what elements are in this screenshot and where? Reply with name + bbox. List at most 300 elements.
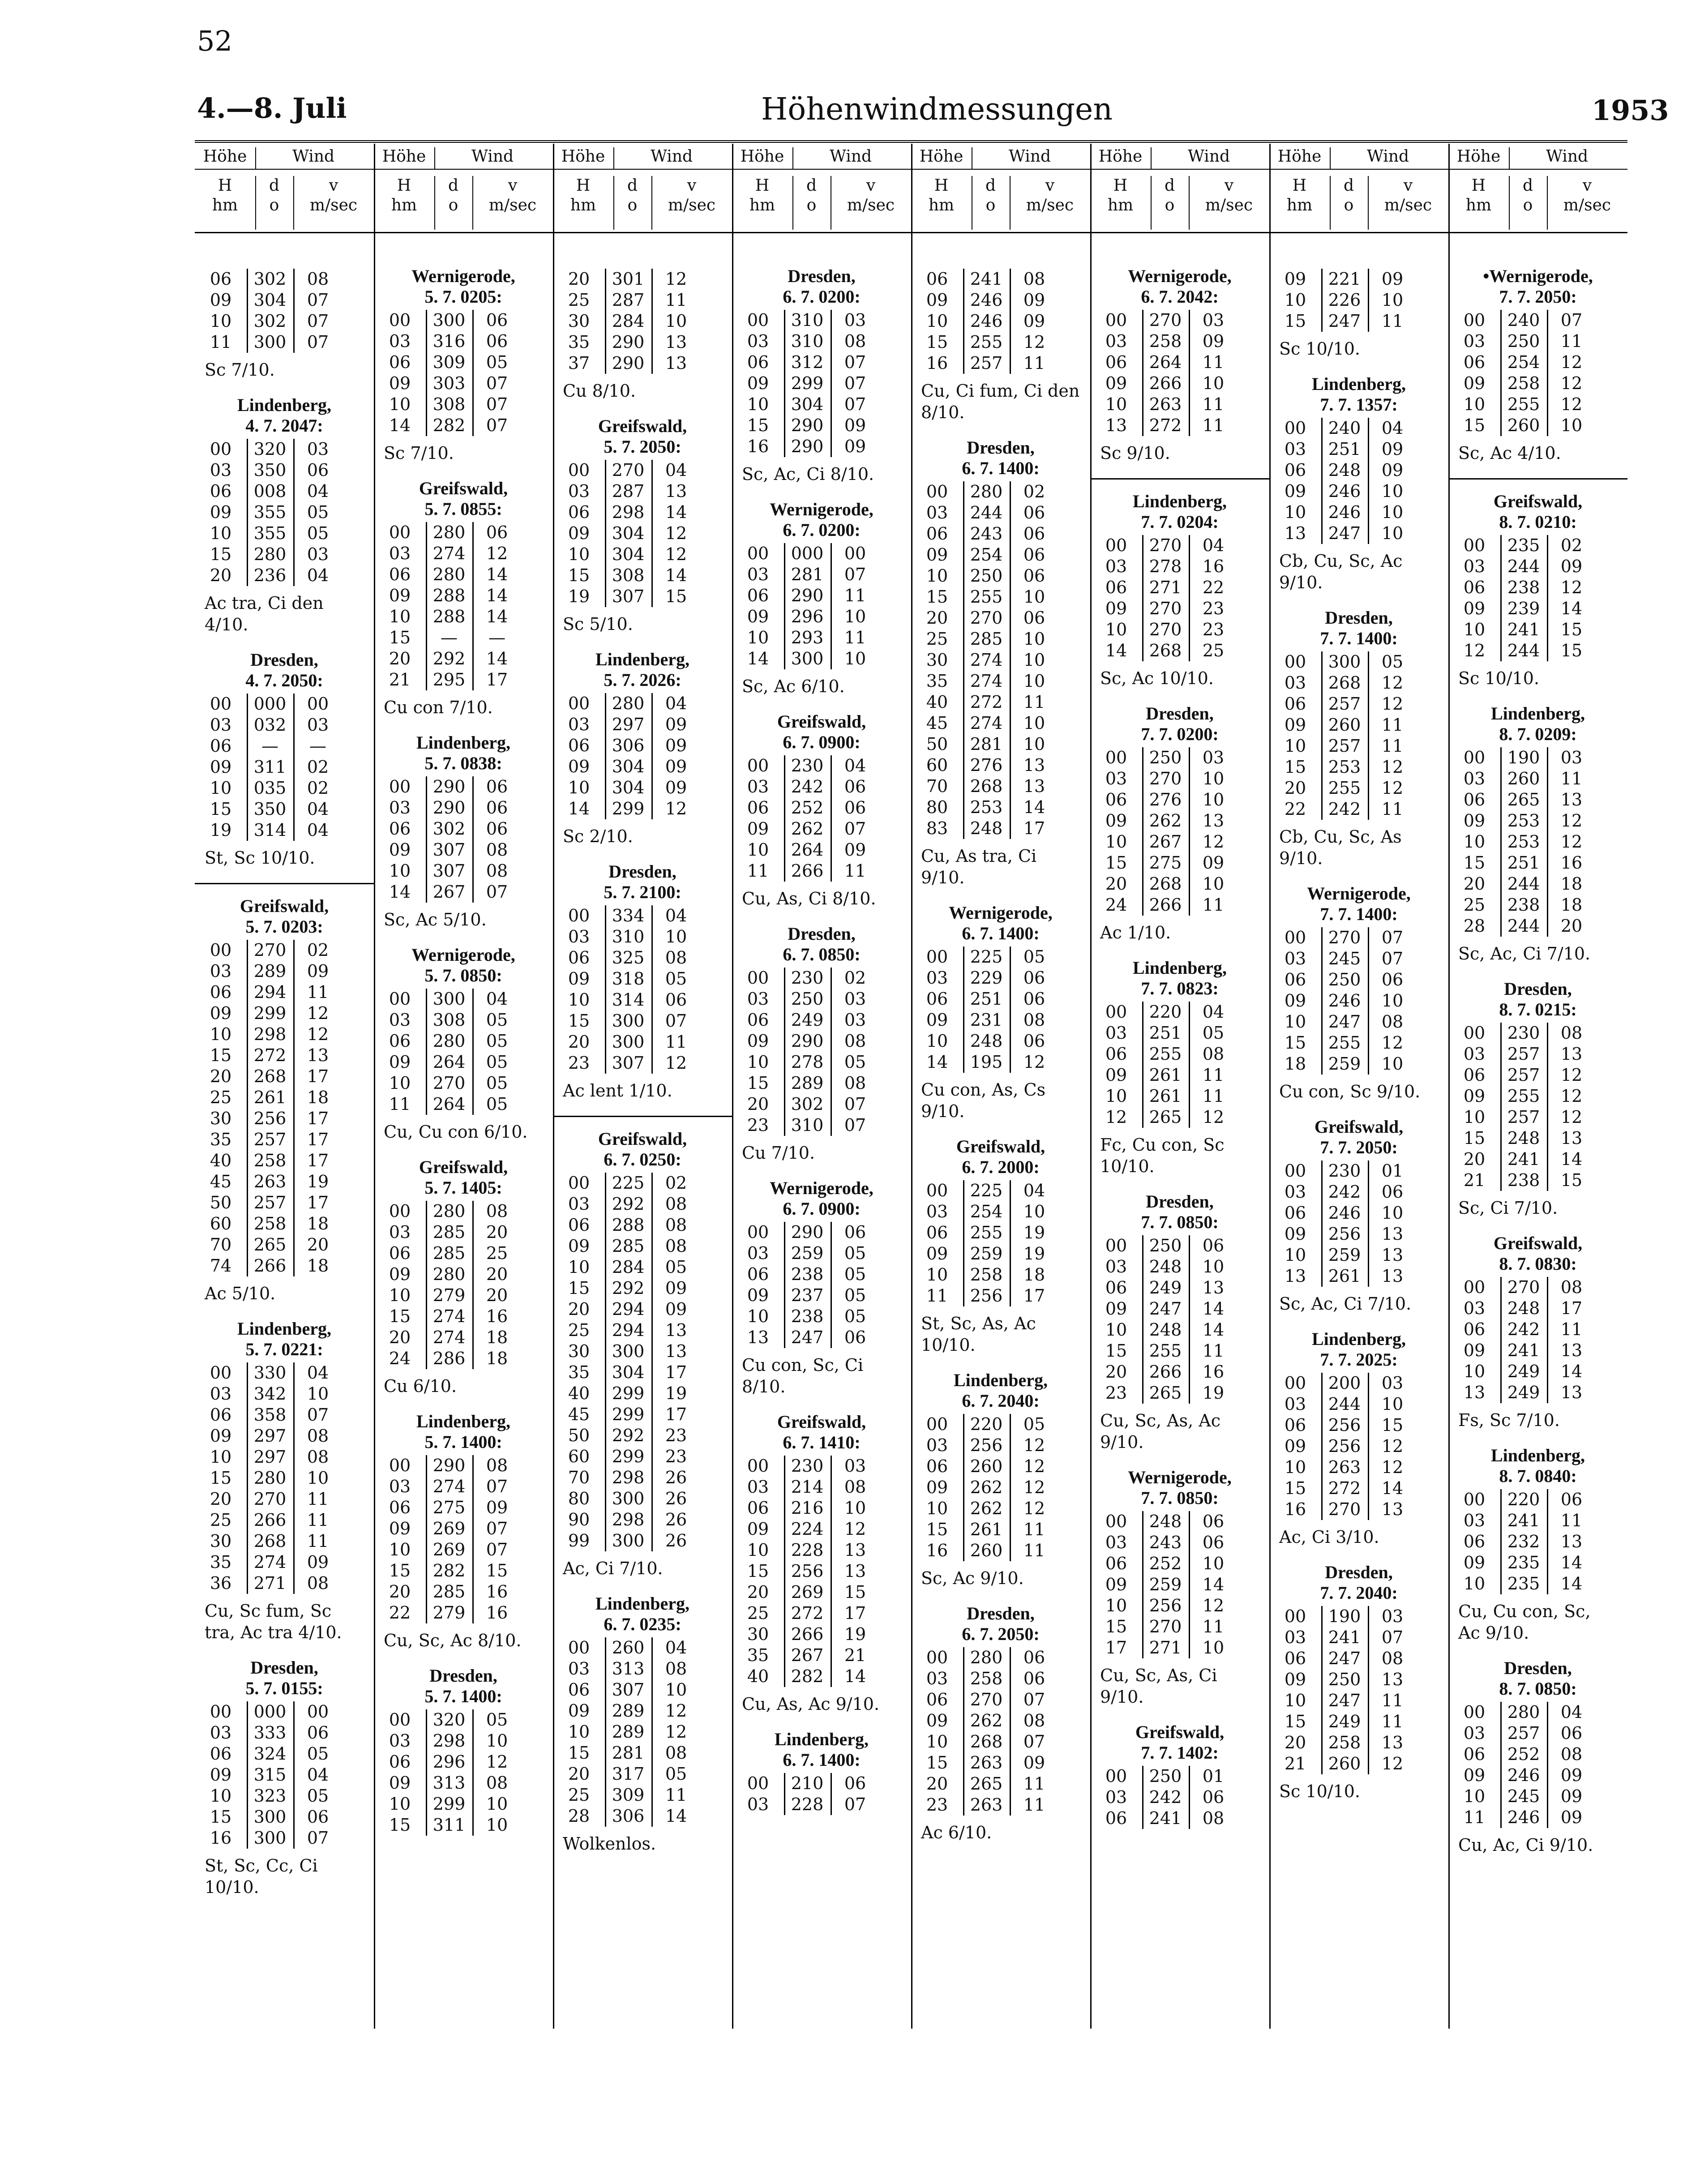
height-hm: 15 (1284, 1712, 1306, 1731)
height-hm: 09 (1284, 269, 1306, 289)
direction-deg: 270 (1149, 620, 1182, 639)
wind-row (1090, 1065, 1269, 1086)
station-name: Dresden, (429, 1666, 497, 1686)
direction-deg: 237 (791, 1285, 824, 1305)
wind-row (1269, 969, 1448, 990)
height-hm: 10 (389, 1073, 411, 1093)
height-hm: 11 (926, 1286, 948, 1306)
wind-row (553, 989, 732, 1011)
wind-row (553, 353, 732, 374)
speed-ms: 13 (1202, 811, 1225, 831)
station-block (553, 1116, 732, 1579)
height-hm: 03 (1284, 949, 1306, 968)
speed-ms: 05 (486, 1052, 508, 1072)
wind-row (1269, 439, 1448, 460)
speed-ms: 15 (1560, 641, 1583, 660)
speed-ms: 14 (486, 607, 508, 626)
direction-deg: 257 (1328, 736, 1361, 756)
wind-row (195, 982, 374, 1003)
speed-ms: 10 (1023, 1202, 1045, 1221)
wind-row (1269, 1732, 1448, 1753)
speed-ms: 09 (1560, 557, 1583, 576)
direction-deg: 249 (1328, 1712, 1361, 1731)
height-hm: 03 (210, 460, 232, 480)
wind-row (374, 606, 553, 627)
speed-ms: 02 (844, 968, 866, 988)
height-hm: 10 (1463, 832, 1486, 852)
wind-row (374, 1709, 553, 1730)
speed-ms: 12 (1381, 694, 1404, 714)
column-divider (605, 905, 606, 1074)
height-hm: 03 (389, 1222, 411, 1242)
direction-deg: 253 (1507, 811, 1540, 831)
direction-deg: 299 (791, 373, 824, 393)
height-hm: 00 (568, 1638, 590, 1657)
height-hm: 03 (1463, 769, 1486, 788)
column-divider (784, 543, 785, 669)
wind-row (732, 1603, 911, 1624)
speed-ms: 11 (1381, 311, 1404, 331)
station-blocks (195, 232, 374, 1898)
direction-deg: 258 (1328, 1733, 1361, 1752)
height-hm: 35 (926, 671, 948, 691)
column-divider (1500, 1023, 1502, 1191)
speed-ms: 06 (1202, 1787, 1225, 1807)
height-hm: 25 (210, 1510, 232, 1530)
speed-ms: 17 (1023, 818, 1045, 838)
height-hm: 03 (1105, 1257, 1127, 1276)
observation-time: 5. 7. 0203: (245, 916, 323, 937)
height-hm: 10 (568, 1722, 590, 1742)
direction-deg: 271 (1149, 1638, 1182, 1657)
wind-row (553, 502, 732, 523)
direction-deg: 248 (1149, 1512, 1182, 1531)
direction-deg: 315 (253, 1765, 287, 1785)
hoehe-label: Höhe (195, 147, 256, 169)
column-divider (1142, 310, 1143, 436)
observation-time: 7. 7. 2025: (1320, 1349, 1398, 1370)
height-hm: 09 (389, 1773, 411, 1793)
height-hm: 09 (568, 757, 590, 776)
speed-ms: 05 (665, 1257, 687, 1277)
wind-row (732, 818, 911, 839)
height-hm: 00 (747, 1222, 769, 1242)
wind-row (195, 1489, 374, 1510)
direction-deg: 290 (432, 798, 466, 818)
direction-deg: 267 (432, 882, 466, 902)
cloud-cover: St, Sc, Cc, Ci 10/10. (205, 1856, 318, 1897)
speed-ms: 09 (307, 961, 329, 981)
speed-ms: 07 (486, 882, 508, 902)
height-hm: 15 (926, 1520, 948, 1539)
column-3 (553, 144, 733, 2029)
wind-row (374, 1264, 553, 1285)
height-unit-label (553, 176, 614, 230)
direction-deg: 274 (432, 1477, 466, 1496)
station-name: Wernigerode, (770, 1178, 874, 1198)
direction-deg: 266 (253, 1510, 287, 1530)
wind-row (553, 947, 732, 968)
wind-row (911, 1668, 1090, 1689)
direction-deg: 262 (970, 1499, 1003, 1518)
direction-deg: 270 (612, 460, 645, 480)
wind-row (374, 1581, 553, 1602)
column-divider (651, 269, 653, 374)
speed-ms: 10 (1381, 502, 1404, 522)
direction-deg: 248 (970, 818, 1003, 838)
speed-ms: 06 (844, 798, 866, 818)
direction-deg: 248 (1507, 1128, 1540, 1148)
speed-ms: 17 (1560, 1298, 1583, 1318)
height-hm: 06 (747, 1498, 769, 1518)
wind-row (1090, 831, 1269, 852)
wind-row (553, 1509, 732, 1530)
height-hm: 00 (747, 310, 769, 330)
wind-row (732, 1222, 911, 1243)
wind-row (374, 585, 553, 606)
station-name: Lindenberg, (237, 395, 332, 415)
wind-row (732, 1794, 911, 1815)
direction-deg: 250 (1507, 331, 1540, 351)
direction-deg: 242 (791, 777, 824, 797)
height-hm: 09 (389, 586, 411, 605)
column-4 (732, 144, 912, 2029)
height-hm: 09 (1105, 1575, 1127, 1594)
wind-row (374, 1348, 553, 1369)
wind-rows (1448, 747, 1627, 937)
station-name: Dresden, (250, 1657, 318, 1678)
speed-ms: 11 (665, 290, 687, 310)
speed-ms: 10 (844, 649, 866, 668)
speed-ms: 10 (1381, 290, 1404, 310)
direction-deg: 288 (432, 586, 466, 605)
degree-label: o (1344, 196, 1354, 214)
observation-time: 6. 7. 0200: (783, 520, 861, 540)
cloud-cover: Sc, Ac 6/10. (742, 677, 845, 696)
column-divider (784, 310, 785, 457)
direction-deg: 299 (432, 1794, 466, 1814)
speed-ms: 12 (665, 1722, 687, 1742)
height-hm: 45 (210, 1172, 232, 1191)
wind-rows (553, 905, 732, 1074)
speed-ms: 06 (1023, 989, 1045, 1009)
direction-deg: 270 (1149, 769, 1182, 788)
height-hm: 15 (568, 1743, 590, 1763)
column-divider (1321, 927, 1323, 1075)
speed-ms: 14 (665, 565, 687, 585)
wind-row (195, 1426, 374, 1447)
column-divider (1189, 1511, 1190, 1658)
wind-row (553, 1404, 732, 1425)
column-divider (472, 1709, 474, 1836)
direction-deg: 246 (1507, 1765, 1540, 1785)
cloud-cover: Sc 10/10. (1279, 1781, 1360, 1801)
direction-deg: 000 (253, 1702, 287, 1722)
wind-row (374, 1285, 553, 1306)
wind-row (1090, 810, 1269, 831)
column-divider (1142, 1235, 1143, 1404)
degree-label: o (1165, 196, 1175, 214)
wind-row (911, 353, 1090, 374)
speed-ms: 09 (1202, 331, 1225, 351)
speed-ms: 10 (1381, 523, 1404, 543)
wind-row (732, 1624, 911, 1645)
height-hm: 30 (747, 1624, 769, 1644)
height-hm: 03 (747, 989, 769, 1009)
wind-row (1448, 1298, 1627, 1319)
station-block (553, 269, 732, 402)
height-hm: 00 (1105, 1766, 1127, 1786)
height-hm: 40 (747, 1666, 769, 1686)
direction-deg: 312 (791, 352, 824, 372)
height-hm: 09 (1284, 715, 1306, 735)
height-hm: 15 (1284, 1478, 1306, 1498)
station-block (374, 266, 553, 464)
speed-ms: 10 (1202, 373, 1225, 393)
cloud-cover: Cb, Cu, Sc, As 9/10. (1279, 827, 1402, 868)
height-hm: 00 (568, 694, 590, 713)
speed-ms: 13 (1381, 1224, 1404, 1244)
speed-ms: 13 (1381, 1245, 1404, 1265)
direction-deg: 246 (970, 311, 1003, 331)
height-hm: 09 (1463, 1340, 1486, 1360)
height-hm: 09 (210, 1003, 232, 1023)
direction-deg: 270 (970, 1690, 1003, 1709)
hm-label: hm (391, 196, 417, 214)
speed-ms: 09 (486, 1498, 508, 1517)
wind-row (732, 606, 911, 627)
wind-rows (1269, 418, 1448, 544)
wind-row (374, 882, 553, 903)
wind-row (911, 523, 1090, 544)
wind-row (553, 1722, 732, 1743)
direction-deg: 262 (791, 819, 824, 839)
height-hm: 15 (1284, 757, 1306, 777)
height-hm: 30 (568, 311, 590, 331)
wind-row (1448, 331, 1627, 352)
speed-ms: 00 (844, 544, 866, 563)
direction-deg: 000 (253, 694, 287, 714)
direction-deg: 259 (791, 1243, 824, 1263)
height-hm: 03 (1105, 557, 1127, 576)
wind-row (374, 1751, 553, 1773)
wind-row (553, 1425, 732, 1446)
station-name: Lindenberg, (774, 1729, 869, 1749)
wind-row (1090, 1277, 1269, 1298)
wind-row (1269, 778, 1448, 799)
height-hm: 03 (1284, 439, 1306, 459)
station-name: Lindenberg, (1311, 1329, 1406, 1349)
speed-ms: 12 (1381, 673, 1404, 693)
direction-deg: 281 (612, 1743, 645, 1763)
column-1 (195, 144, 375, 2029)
column-divider (1010, 946, 1011, 1073)
height-hm: 06 (747, 1010, 769, 1030)
wind-row (195, 736, 374, 757)
speed-ms: 07 (844, 565, 866, 584)
wind-row (1448, 1277, 1627, 1298)
height-hm: 15 (568, 1011, 590, 1031)
station-block (374, 478, 553, 718)
wind-row (374, 1476, 553, 1497)
direction-deg: 285 (432, 1582, 466, 1602)
wind-row (911, 1794, 1090, 1816)
direction-deg: 243 (1149, 1533, 1182, 1552)
direction-deg: 255 (1149, 1044, 1182, 1064)
wind-rows (911, 1647, 1090, 1816)
direction-unit-label (1509, 176, 1548, 230)
direction-deg: 229 (970, 968, 1003, 988)
wind-row (732, 1264, 911, 1285)
wind-row (195, 1234, 374, 1255)
wind-row (553, 693, 732, 714)
direction-deg: 247 (1328, 1649, 1361, 1668)
height-hm: 20 (1284, 1733, 1306, 1752)
wind-row (195, 1405, 374, 1426)
height-hm: 06 (926, 1690, 948, 1709)
column-subheader (1090, 170, 1269, 232)
speed-ms: 08 (1023, 1010, 1045, 1030)
direction-deg: 230 (1507, 1023, 1540, 1043)
speed-ms: 07 (486, 373, 508, 393)
column-divider (247, 940, 248, 1276)
wind-row (732, 648, 911, 669)
height-hm: 13 (1463, 1383, 1486, 1402)
wind-row (1090, 874, 1269, 895)
wind-row (1448, 747, 1627, 768)
direction-deg: 244 (1507, 874, 1540, 894)
ms-label: m/sec (1563, 196, 1611, 214)
wind-row (553, 1785, 732, 1806)
speed-ms: 07 (307, 1405, 329, 1425)
speed-ms: 10 (1202, 790, 1225, 809)
direction-deg: 280 (970, 1648, 1003, 1667)
speed-ms: 12 (1202, 832, 1225, 852)
wind-row (732, 394, 911, 415)
direction-deg: 289 (612, 1722, 645, 1742)
column-divider (963, 1414, 964, 1561)
cloud-cover: Sc 10/10. (1279, 339, 1360, 359)
wind-row (1090, 1808, 1269, 1829)
wind-row (911, 608, 1090, 629)
speed-ms: 15 (1560, 620, 1583, 639)
wind-row (195, 1743, 374, 1764)
direction-unit-label (434, 176, 473, 230)
height-hm: 40 (210, 1151, 232, 1170)
direction-deg: 294 (612, 1320, 645, 1340)
column-header (553, 144, 732, 170)
wind-row (1090, 747, 1269, 768)
column-divider (472, 776, 474, 903)
height-hm: 00 (389, 522, 411, 542)
direction-deg: 272 (253, 1045, 287, 1065)
direction-deg: 307 (612, 587, 645, 606)
column-divider (293, 1362, 295, 1594)
speed-ms: 06 (1202, 1533, 1225, 1552)
wind-rows (374, 1709, 553, 1836)
direction-deg: 262 (970, 1477, 1003, 1497)
speed-ms: 08 (665, 1659, 687, 1679)
direction-deg: 244 (1507, 557, 1540, 576)
wind-row (1448, 895, 1627, 916)
wind-rows (732, 755, 911, 882)
direction-deg: 225 (612, 1173, 645, 1193)
station-block (732, 1729, 911, 1815)
height-hm: 13 (1284, 1266, 1306, 1286)
direction-deg: 284 (612, 1257, 645, 1277)
direction-deg: 284 (612, 311, 645, 331)
height-hm: 03 (747, 777, 769, 797)
station-name: Dresden, (967, 437, 1035, 458)
height-hm: 09 (747, 1519, 769, 1539)
height-hm: 06 (1463, 1532, 1486, 1551)
direction-deg: 259 (1149, 1575, 1182, 1594)
wind-row (1448, 1382, 1627, 1403)
speed-ms: 04 (844, 756, 866, 775)
height-hm: 00 (210, 439, 232, 459)
wind-row (1090, 331, 1269, 352)
wind-row (1448, 1107, 1627, 1128)
speed-ms: 07 (307, 290, 329, 310)
speed-ms: 05 (307, 523, 329, 543)
height-hm: 10 (747, 1306, 769, 1326)
direction-deg: 256 (970, 1286, 1003, 1306)
speed-ms: 03 (307, 439, 329, 459)
v-label: v (866, 176, 876, 195)
speed-ms: 22 (1202, 578, 1225, 597)
column-divider (1010, 1414, 1011, 1561)
direction-deg: 313 (432, 1773, 466, 1793)
wind-row (911, 968, 1090, 989)
direction-deg: 259 (1328, 1054, 1361, 1074)
column-header (732, 144, 911, 170)
wind-row (732, 1094, 911, 1115)
speed-ms: 14 (1560, 1362, 1583, 1381)
direction-deg: 190 (1328, 1606, 1361, 1626)
wind-row (553, 735, 732, 756)
column-divider (784, 1773, 785, 1815)
speed-ms: 09 (665, 1299, 687, 1319)
wind-row (911, 1773, 1090, 1794)
wind-rows (1448, 535, 1627, 661)
station-name: Lindenberg, (1490, 703, 1585, 724)
wind-row (374, 394, 553, 415)
direction-deg: 285 (612, 1236, 645, 1256)
wind-row (1269, 1499, 1448, 1520)
speed-ms: 11 (1023, 1541, 1045, 1560)
direction-deg: 320 (253, 439, 287, 459)
d-label: d (269, 176, 280, 195)
height-hm: 09 (1105, 599, 1127, 618)
cloud-cover: Sc 9/10. (1100, 443, 1170, 463)
speed-ms: 08 (307, 1447, 329, 1467)
station-block (911, 269, 1090, 423)
height-hm: 11 (210, 332, 232, 352)
direction-deg: 298 (253, 1024, 287, 1044)
direction-deg: 245 (1507, 1786, 1540, 1806)
station-block (553, 416, 732, 635)
speed-ms: 07 (307, 1828, 329, 1848)
speed-ms: 01 (1381, 1161, 1404, 1181)
wind-row (732, 1645, 911, 1666)
wind-row (1448, 1361, 1627, 1382)
wind-row (911, 311, 1090, 332)
height-hm: 09 (1284, 1436, 1306, 1456)
direction-deg: 246 (1328, 1203, 1361, 1223)
wind-row (195, 1192, 374, 1213)
speed-ms: 19 (307, 1172, 329, 1191)
speed-ms: 09 (1202, 853, 1225, 873)
